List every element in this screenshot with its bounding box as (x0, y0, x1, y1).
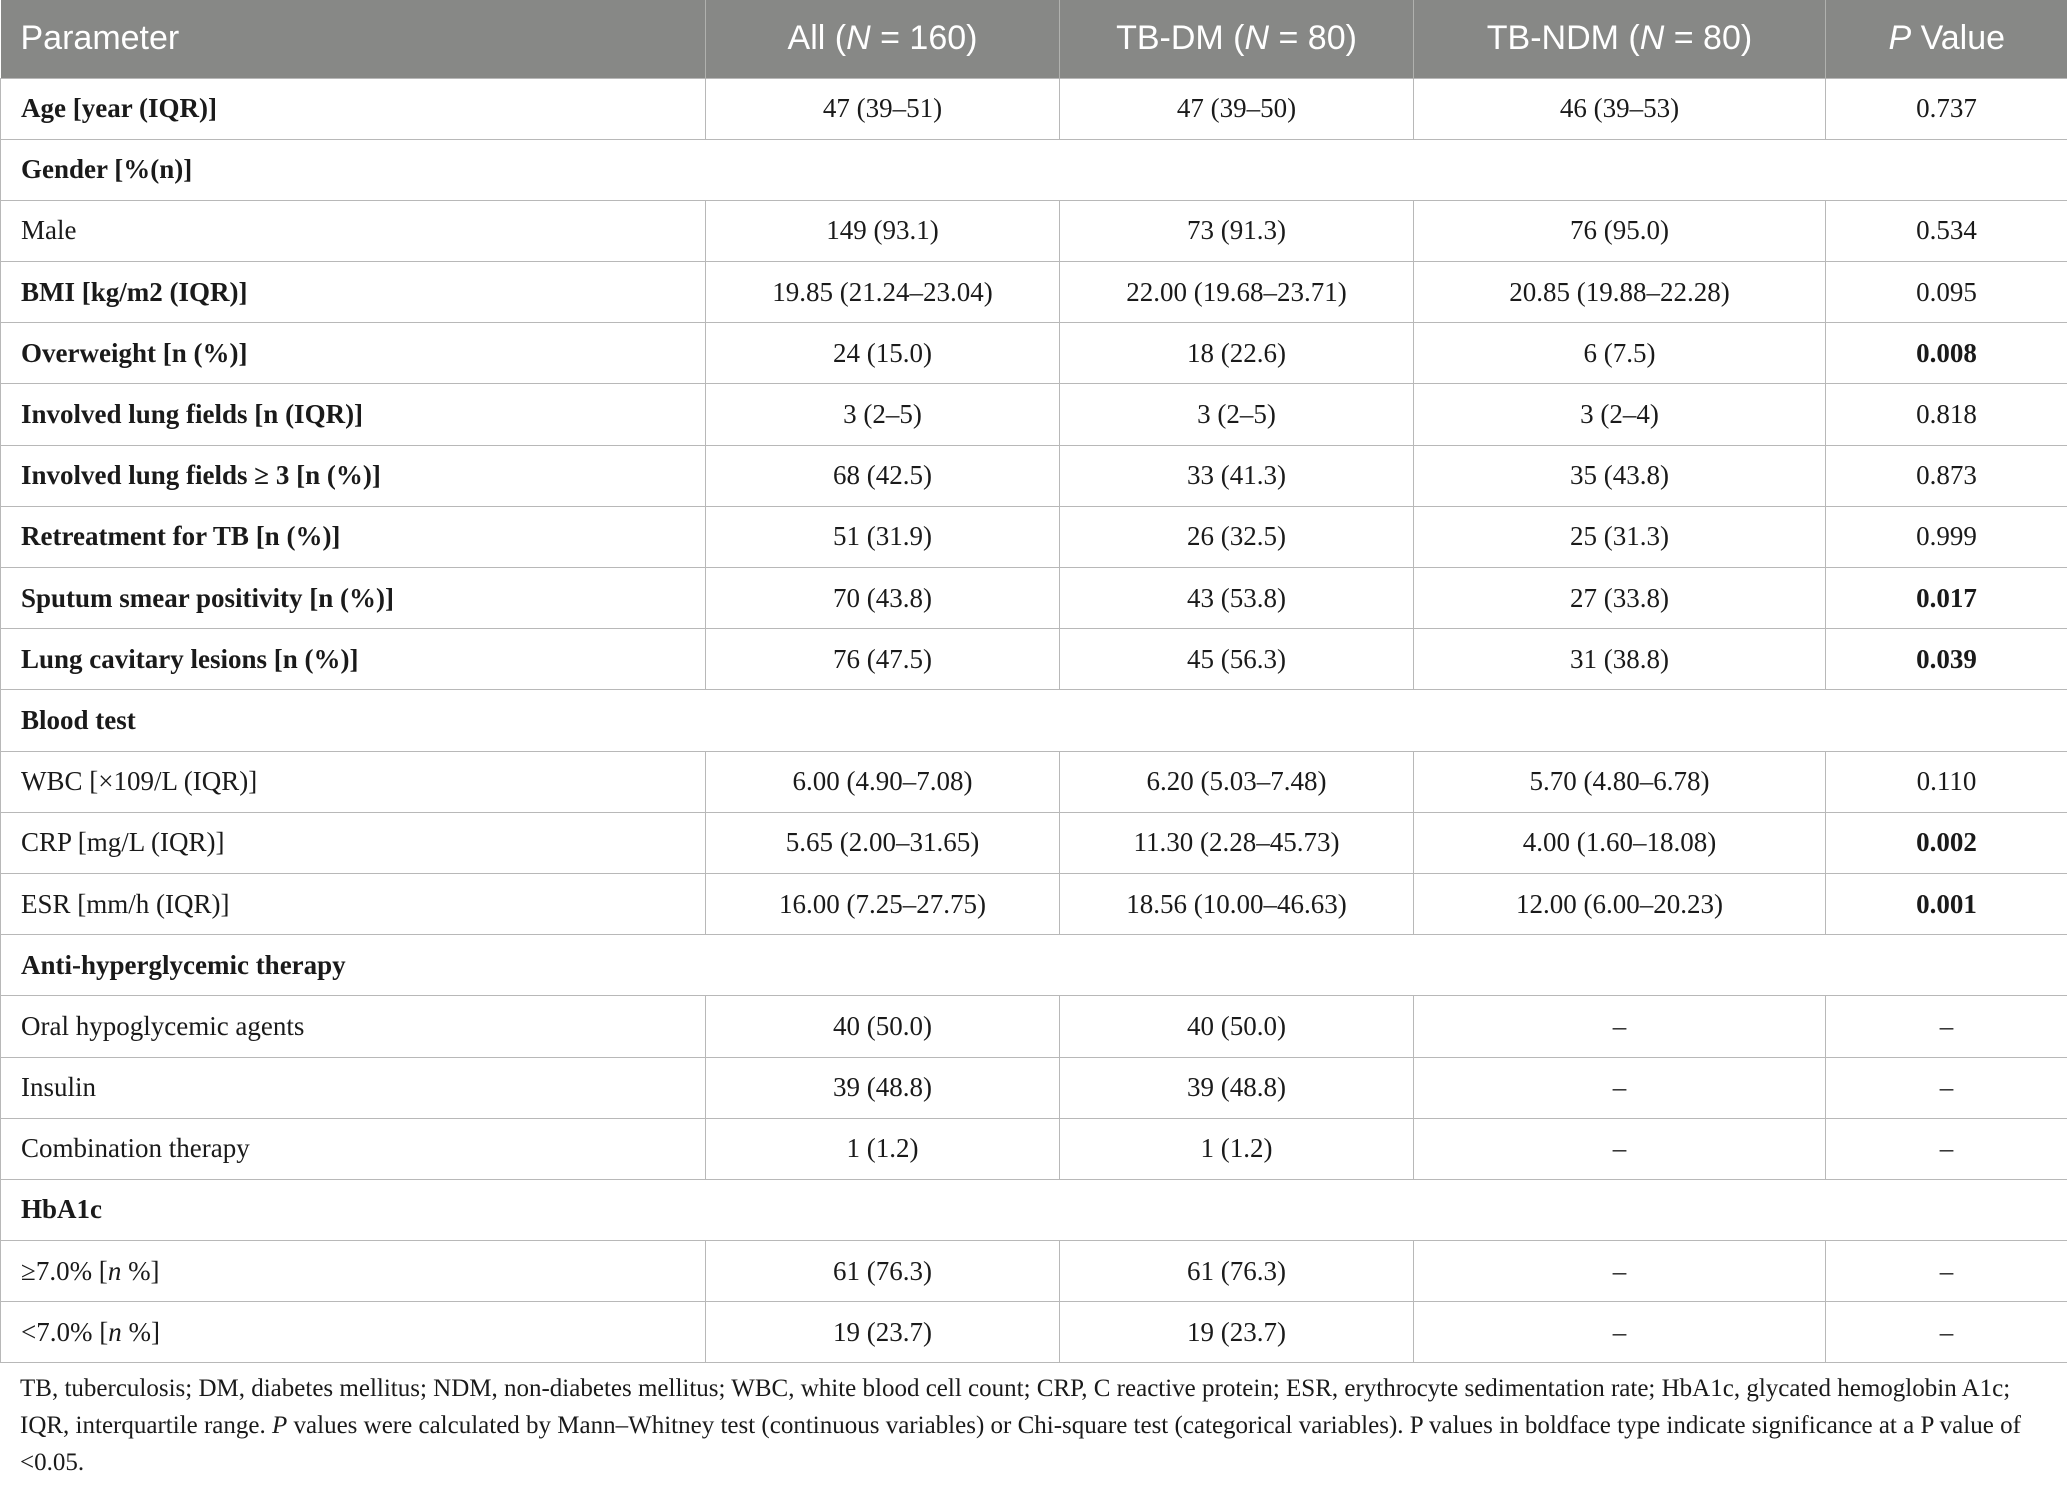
cell-tb-dm: 3 (2–5) (1060, 384, 1414, 445)
cell-all: 6.00 (4.90–7.08) (706, 751, 1060, 812)
cell-tb-dm: 22.00 (19.68–23.71) (1060, 262, 1414, 323)
cell-tb-dm: 6.20 (5.03–7.48) (1060, 751, 1414, 812)
table-body (1, 78, 2067, 1363)
cell-tb-dm: 45 (56.3) (1060, 629, 1414, 690)
cell-p-value: 0.818 (1826, 384, 2067, 445)
cell-tb-ndm: 6 (7.5) (1414, 323, 1826, 384)
cell-tb-ndm: – (1414, 1057, 1826, 1118)
cell-all: 51 (31.9) (706, 506, 1060, 567)
cell-p-value: 0.017 (1826, 568, 2067, 629)
section-label: HbA1c (1, 1179, 2067, 1240)
cell-all: 5.65 (2.00–31.65) (706, 812, 1060, 873)
cell-all: 19 (23.7) (706, 1302, 1060, 1363)
table-section-row (1, 1179, 2067, 1240)
cell-all: 39 (48.8) (706, 1057, 1060, 1118)
cell-tb-dm: 19 (23.7) (1060, 1302, 1414, 1363)
header-p-value: P Value (1888, 19, 2006, 58)
header-tb-ndm: TB-NDM (N = 80) (1414, 0, 1826, 78)
table-section-row (1, 690, 2067, 751)
cell-p-value: 0.737 (1826, 78, 2067, 139)
cell-tb-ndm: 31 (38.8) (1414, 629, 1826, 690)
cell-tb-ndm: 4.00 (1.60–18.08) (1414, 812, 1826, 873)
cell-tb-ndm: 20.85 (19.88–22.28) (1414, 262, 1826, 323)
table-row (1, 1302, 2067, 1363)
cell-p-value: 0.095 (1826, 262, 2067, 323)
cell-tb-dm: 18.56 (10.00–46.63) (1060, 873, 1414, 934)
cell-all: 68 (42.5) (706, 445, 1060, 506)
cell-tb-dm: 43 (53.8) (1060, 568, 1414, 629)
header-parameter: Parameter (1, 0, 706, 78)
table-row (1, 323, 2067, 384)
cell-all: 70 (43.8) (706, 568, 1060, 629)
row-parameter-label: ≥7.0% [n %] (1, 1241, 706, 1302)
cell-all: 40 (50.0) (706, 996, 1060, 1057)
cell-all: 3 (2–5) (706, 384, 1060, 445)
cell-p-value: – (1826, 1118, 2067, 1179)
cell-tb-dm: 40 (50.0) (1060, 996, 1414, 1057)
cell-p-value: 0.534 (1826, 200, 2067, 261)
table-row (1, 873, 2067, 934)
cell-tb-dm: 11.30 (2.28–45.73) (1060, 812, 1414, 873)
table-row (1, 812, 2067, 873)
cell-p-value: 0.001 (1826, 873, 2067, 934)
table-row (1, 506, 2067, 567)
cell-all: 1 (1.2) (706, 1118, 1060, 1179)
cell-tb-dm: 61 (76.3) (1060, 1241, 1414, 1302)
cell-tb-ndm: 12.00 (6.00–20.23) (1414, 873, 1826, 934)
table-header-row (1, 0, 2067, 78)
row-parameter-label: CRP [mg/L (IQR)] (1, 812, 706, 873)
cell-p-value: – (1826, 996, 2067, 1057)
row-parameter-label: Overweight [n (%)] (1, 323, 706, 384)
cell-p-value: 0.002 (1826, 812, 2067, 873)
section-label: Blood test (1, 690, 2067, 751)
table-row (1, 751, 2067, 812)
row-parameter-label: Involved lung fields ≥ 3 [n (%)] (1, 445, 706, 506)
cell-p-value: 0.039 (1826, 629, 2067, 690)
table-row (1, 1118, 2067, 1179)
cell-all: 149 (93.1) (706, 200, 1060, 261)
cell-tb-ndm: – (1414, 1118, 1826, 1179)
section-label: Anti-hyperglycemic therapy (1, 935, 2067, 996)
cell-p-value: – (1826, 1241, 2067, 1302)
table-row (1, 629, 2067, 690)
row-parameter-label: Lung cavitary lesions [n (%)] (1, 629, 706, 690)
row-parameter-label: Age [year (IQR)] (1, 78, 706, 139)
cell-p-value: 0.008 (1826, 323, 2067, 384)
cell-p-value: 0.999 (1826, 506, 2067, 567)
cell-tb-ndm: 35 (43.8) (1414, 445, 1826, 506)
table-row (1, 996, 2067, 1057)
table-row (1, 262, 2067, 323)
table-row (1, 1057, 2067, 1118)
row-parameter-label: Male (1, 200, 706, 261)
header-all: All (N = 160) (706, 0, 1060, 78)
table-footnote: TB, tuberculosis; DM, diabetes mellitus; NDM, non-diabetes mellitus; WBC, white blood cell count; CRP, C reactive protein; ESR, erythrocyte sedimentation rate; HbA1c, glycated hemoglobin A1c; IQR, interquartile range. P values were calculated by Mann–Whitney test (continuous variables) or Chi-square test (categorical variables). P values in boldface type indicate significance at a P value of <0.05. (20, 1375, 2021, 1476)
row-parameter-label: Sputum smear positivity [n (%)] (1, 568, 706, 629)
section-label: Gender [%(n)] (1, 139, 2067, 200)
row-parameter-label: Insulin (1, 1057, 706, 1118)
cell-tb-dm: 47 (39–50) (1060, 78, 1414, 139)
cell-tb-ndm: 3 (2–4) (1414, 384, 1826, 445)
cell-all: 47 (39–51) (706, 78, 1060, 139)
table-row (1, 78, 2067, 139)
cell-all: 16.00 (7.25–27.75) (706, 873, 1060, 934)
row-parameter-label: Oral hypoglycemic agents (1, 996, 706, 1057)
table-row (1, 200, 2067, 261)
cell-all: 19.85 (21.24–23.04) (706, 262, 1060, 323)
table-row (1, 384, 2067, 445)
cell-tb-dm: 18 (22.6) (1060, 323, 1414, 384)
table-section-row (1, 139, 2067, 200)
cell-tb-ndm: 25 (31.3) (1414, 506, 1826, 567)
row-parameter-label: Retreatment for TB [n (%)] (1, 506, 706, 567)
cell-tb-dm: 1 (1.2) (1060, 1118, 1414, 1179)
row-parameter-label: WBC [×109/L (IQR)] (1, 751, 706, 812)
cell-tb-dm: 73 (91.3) (1060, 200, 1414, 261)
row-parameter-label: Involved lung fields [n (IQR)] (1, 384, 706, 445)
cell-tb-ndm: – (1414, 1241, 1826, 1302)
cell-tb-ndm: – (1414, 996, 1826, 1057)
cell-tb-dm: 26 (32.5) (1060, 506, 1414, 567)
cell-all: 76 (47.5) (706, 629, 1060, 690)
cell-p-value: 0.110 (1826, 751, 2067, 812)
cell-tb-ndm: 46 (39–53) (1414, 78, 1826, 139)
cell-p-value: – (1826, 1302, 2067, 1363)
cell-p-value: 0.873 (1826, 445, 2067, 506)
row-parameter-label: <7.0% [n %] (1, 1302, 706, 1363)
cell-tb-dm: 33 (41.3) (1060, 445, 1414, 506)
cell-tb-ndm: 27 (33.8) (1414, 568, 1826, 629)
row-parameter-label: BMI [kg/m2 (IQR)] (1, 262, 706, 323)
cell-tb-ndm: 76 (95.0) (1414, 200, 1826, 261)
cell-all: 24 (15.0) (706, 323, 1060, 384)
table-row (1, 568, 2067, 629)
cell-tb-ndm: 5.70 (4.80–6.78) (1414, 751, 1826, 812)
cell-p-value: – (1826, 1057, 2067, 1118)
row-parameter-label: ESR [mm/h (IQR)] (1, 873, 706, 934)
cell-tb-dm: 39 (48.8) (1060, 1057, 1414, 1118)
table-section-row (1, 935, 2067, 996)
cell-all: 61 (76.3) (706, 1241, 1060, 1302)
row-parameter-label: Combination therapy (1, 1118, 706, 1179)
table-row (1, 445, 2067, 506)
table-row (1, 1241, 2067, 1302)
header-tb-dm: TB-DM (N = 80) (1060, 0, 1414, 78)
cell-tb-ndm: – (1414, 1302, 1826, 1363)
